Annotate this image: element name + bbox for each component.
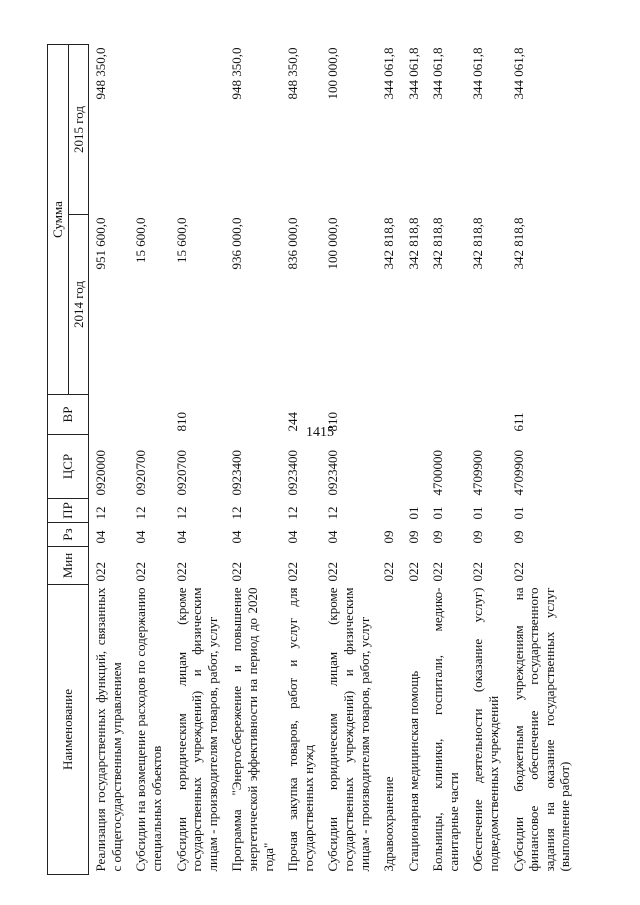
row-rz: 04: [93, 530, 109, 544]
row-sum-2015: 344 061,8: [510, 47, 526, 100]
table-body: [89, 45, 578, 875]
row-sum-2015: 344 061,8: [381, 47, 397, 100]
row-vr: 810: [173, 412, 189, 432]
row-sum-2015: 948 350,0: [93, 47, 109, 100]
row-rz: 04: [285, 530, 301, 544]
row-pr: 12: [173, 506, 189, 520]
row-min: 022: [510, 562, 526, 582]
row-name: Реализация государственных функций, связанных с общегосударственным управлением: [93, 587, 124, 872]
row-sum-2015: 100 000,0: [325, 47, 341, 100]
row-sum-2014: 342 818,8: [381, 217, 397, 270]
row-sum-2015: 948 350,0: [229, 47, 245, 100]
row-name: Здравоохранение: [381, 776, 397, 872]
row-rz: 04: [229, 530, 245, 544]
header-sum: Сумма: [48, 45, 69, 395]
row-name: Субсидии на возмещение расходов по содержанию специальных объектов: [133, 587, 164, 872]
row-vr: [377, 395, 402, 435]
row-name: Субсидии бюджетным учреждениям на финансовое обеспечение государственного задания на оказание государственных услуг (выполнение работ): [510, 587, 573, 872]
row-vr: [225, 395, 281, 435]
row-vr: [129, 395, 169, 435]
row-sum-2014: 836 000,0: [285, 217, 301, 270]
row-csr: 4709900: [510, 450, 526, 496]
row-name: Обеспечение деятельности (оказание услуг) подведомственных учреждений: [470, 587, 502, 872]
row-vr: [466, 395, 506, 435]
header-pr: ПР: [48, 499, 89, 523]
row-rz: 09: [381, 530, 397, 544]
table-row: [377, 45, 402, 875]
table-row: [281, 45, 321, 875]
header-name: Наименование: [48, 585, 89, 875]
row-sum-2015: 848 350,0: [285, 47, 301, 100]
row-sum-2015: [170, 45, 226, 215]
table-row: [225, 45, 281, 875]
row-min: 022: [405, 562, 421, 582]
row-sum-2014: 15 600,0: [173, 217, 189, 263]
row-sum-2014: 936 000,0: [229, 217, 245, 270]
header-min: Мин: [48, 547, 89, 585]
row-min: 022: [173, 562, 189, 582]
row-name: Прочая закупка товаров, работ и услуг для государственных нужд: [285, 587, 316, 872]
row-csr: 4709900: [470, 450, 486, 496]
row-rz: 04: [325, 530, 341, 544]
row-pr: 01: [510, 506, 526, 520]
row-min: 022: [381, 562, 397, 582]
table-row: [89, 45, 130, 875]
row-csr: [377, 435, 402, 499]
row-name: Программа "Энергосбережение и повышение энергетической эффективности на период до 2020 года": [229, 587, 276, 872]
table-row: [466, 45, 506, 875]
row-rz: 09: [405, 530, 421, 544]
row-vr: 611: [510, 412, 526, 432]
header-2014: 2014 год: [68, 215, 89, 395]
row-pr: 01: [405, 506, 421, 520]
row-min: 022: [93, 562, 109, 582]
row-pr: 01: [430, 506, 446, 520]
row-sum-2015: 344 061,8: [405, 47, 421, 100]
row-csr: 0923400: [229, 450, 245, 496]
row-min: 022: [229, 562, 245, 582]
budget-table: [47, 44, 578, 875]
table-sheet: [47, 45, 592, 875]
row-name: Субсидии юридическим лицам (кроме государственных учреждений) и физическим лицам - производителям товаров, работ, услуг: [325, 587, 372, 872]
row-pr: 12: [133, 506, 149, 520]
row-rz: 09: [430, 530, 446, 544]
row-rz: 09: [470, 530, 486, 544]
row-csr: 0923400: [285, 450, 301, 496]
header-vr: ВР: [48, 395, 89, 435]
header-rz: Рз: [48, 523, 89, 547]
row-sum-2014: 15 600,0: [133, 217, 149, 263]
row-name: Стационарная медицинская помощь: [405, 670, 421, 872]
table-row: [170, 45, 226, 875]
row-vr: [402, 395, 427, 435]
table-row: [426, 45, 466, 875]
row-min: 022: [285, 562, 301, 582]
header-2015: 2015 год: [68, 45, 89, 215]
table-row: [321, 45, 377, 875]
row-csr: 0923400: [325, 450, 341, 496]
page-number: 1415: [306, 425, 334, 440]
row-sum-2015: 344 061,8: [430, 47, 446, 100]
row-csr: 0920700: [133, 450, 149, 496]
row-rz: 09: [510, 530, 526, 544]
row-sum-2014: 342 818,8: [405, 217, 421, 270]
row-min: 022: [325, 562, 341, 582]
row-sum-2014: 100 000,0: [325, 217, 341, 270]
row-vr: 244: [285, 412, 301, 432]
row-name: Больницы, клиники, госпитали, медико-санитарные части: [430, 587, 461, 872]
row-sum-2014: 342 818,8: [470, 217, 486, 270]
row-csr: 4700000: [430, 450, 446, 496]
row-sum-2015: 344 061,8: [470, 47, 486, 100]
row-sum-2014: 342 818,8: [510, 217, 526, 270]
row-pr: 01: [470, 506, 486, 520]
row-csr: 0920700: [173, 450, 189, 496]
row-pr: 12: [325, 506, 341, 520]
row-csr: 0920000: [93, 450, 109, 496]
row-rz: 04: [133, 530, 149, 544]
row-sum-2014: 951 600,0: [93, 217, 109, 270]
row-name: Субсидии юридическим лицам (кроме государственных учреждений) и физическим лицам - производителям товаров, работ, услуг: [173, 587, 220, 872]
row-sum-2014: 342 818,8: [430, 217, 446, 270]
table-row: [129, 45, 169, 875]
row-min: 022: [470, 562, 486, 582]
row-min: 022: [430, 562, 446, 582]
row-pr: 12: [285, 506, 301, 520]
row-pr: 12: [93, 506, 109, 520]
row-pr: [377, 499, 402, 523]
table-header: [48, 45, 89, 875]
row-sum-2015: [129, 45, 169, 215]
row-rz: 04: [173, 530, 189, 544]
row-vr: [426, 395, 466, 435]
row-csr: [402, 435, 427, 499]
table-row: [507, 45, 578, 875]
table-row: [402, 45, 427, 875]
header-csr: ЦСР: [48, 435, 89, 499]
row-min: 022: [133, 562, 149, 582]
row-vr: [89, 395, 130, 435]
row-vr: 810: [325, 412, 341, 432]
row-pr: 12: [229, 506, 245, 520]
